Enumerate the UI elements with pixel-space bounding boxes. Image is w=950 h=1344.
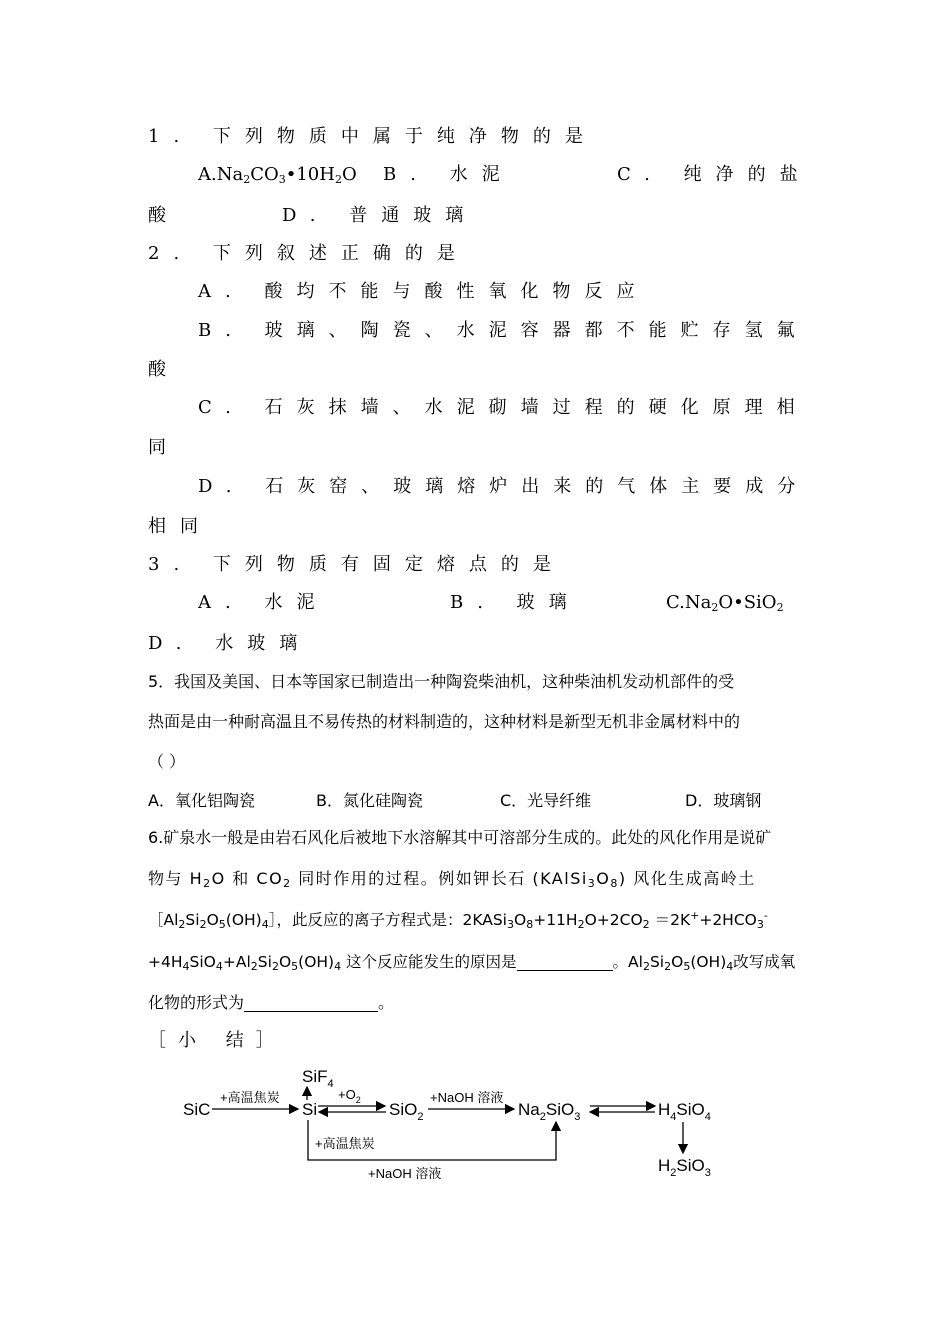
q3-stem: 3. 下列物质有固定熔点的是 [148,554,565,575]
q3-option-d: D. 水玻璃 [148,633,312,654]
species-si: Si [302,1100,318,1119]
q2-option-b-wrap: 酸 [148,359,166,380]
q2-option-d-wrap: 相同 [148,516,212,537]
q5-option-c: C．光导纤维 [500,791,592,810]
q1-option-a: $A.Na_2CO_3•10H_2O$ [198,164,357,186]
q3-option-a: A. 水泥 [198,592,329,613]
answer-blank-reason[interactable] [517,952,613,971]
species-h2sio3: $H_2SiO_3$ [658,1156,711,1179]
label-naoh-1: +NaOH 溶液 [430,1090,504,1105]
species-h4sio4: $H_4SiO_4$ [658,1100,711,1123]
q2-option-a: A. 酸均不能与酸性氧化物反应 [198,281,649,302]
species-sic: SiC [183,1100,211,1119]
q3-option-b: B. 玻璃 [450,592,581,613]
q1-option-b: B. 水泥 [383,164,514,185]
q1-option-d: D. 普通玻璃 [282,205,478,226]
q1-option-c-wrap: 酸 [148,205,166,226]
q2-stem: 2. 下列叙述正确的是 [148,243,469,264]
q6-line5: 化物的形式为 。 [148,993,395,1012]
species-sio2: SiO$_2$ [389,1100,424,1123]
q2-option-b: B. 玻璃、陶瓷、水泥容器都不能贮存氢氟 [198,320,809,341]
q5-paren: （ ） [148,752,186,771]
q6-line4: $+4H_4SiO_4+Al_2Si_2O_5(OH)_4$ 这个反应能发生的原因是 。$Al_2Si_2O_5(OH)_4$改写成氧 [148,953,796,973]
q1-stem: 1. 下列物质中属于纯净物的是 [148,126,597,147]
silicon-conversion-diagram [0,1060,950,1200]
label-o2: $+O_2$ [338,1087,361,1105]
summary-title: ［小 结］ [148,1030,286,1051]
q5-option-d: D．玻璃钢 [685,791,762,810]
label-coke-1: +高温焦炭 [220,1090,280,1105]
q1-option-c: C. 纯净的盐 [617,164,812,185]
q2-option-c: C. 石灰抹墙、水泥砌墙过程的硬化原理相 [198,397,809,418]
q5-line2: 热面是由一种耐高温且不易传热的材料制造的，这种材料是新型无机非金属材料中的 [148,712,741,731]
label-coke-2: +高温焦炭 [315,1136,375,1151]
q5-line1: 5．我国及美国、日本等国家已制造出一种陶瓷柴油机，这种柴油机发动机部件的受 [148,672,735,691]
q2-option-d: D. 石灰窑、玻璃熔炉出来的气体主要成分 [198,476,810,497]
q6-line1: 6.矿泉水一般是由岩石风化后被地下水溶解其中可溶部分生成的。此处的风化作用是说矿 [148,828,772,847]
q3-option-c: $C.Na_2O•SiO_2$ [666,592,784,614]
q6-line3: $[Al_2Si_2O_5(OH)_4]$，此反应的离子方程式是：$2KASi_3O_8+11H_2O+2CO_2 =2K^++2HCO_3^-$ [148,909,768,931]
answer-blank-oxide-form[interactable] [244,993,378,1012]
q6-line2: 物与 $H_2O$ 和 $CO_2$ 同时作用的过程。例如钾长石 $(KAlSi_3O_8)$ 风化生成高岭土 [148,869,756,890]
species-sif4: SiF$_4$ [302,1067,334,1090]
q5-option-a: A．氧化铝陶瓷 [148,791,255,810]
q2-option-c-wrap: 同 [148,437,166,458]
q5-option-b: B．氮化硅陶瓷 [316,791,423,810]
species-na2sio3: $Na_2SiO_3$ [518,1100,581,1123]
label-naoh-2: +NaOH 溶液 [368,1166,442,1181]
